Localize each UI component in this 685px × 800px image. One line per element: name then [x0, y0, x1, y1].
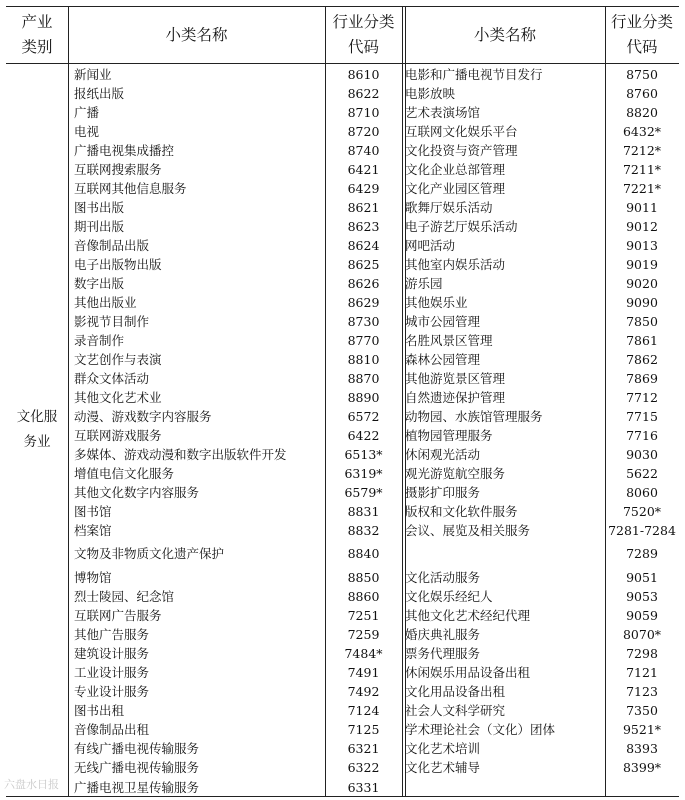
- table-row: [6, 682, 679, 701]
- subcategory-name: 录音制作: [74, 333, 125, 348]
- subcategory-name: 无线广播电视传输服务: [74, 760, 200, 775]
- subcategory-name: 多媒体、游戏动漫和数字出版软件开发: [74, 447, 287, 462]
- subcategory-name: 互联网游戏服务: [74, 428, 162, 443]
- subcategory-name: 烈士陵园、纪念馆: [74, 589, 175, 604]
- header-name-right: 小类名称: [473, 25, 536, 44]
- industry-code: 6421: [347, 162, 380, 177]
- industry-code: 7251: [347, 608, 380, 623]
- header-code-left: 行业分类 代码: [332, 13, 395, 56]
- industry-code: 8393: [626, 741, 658, 756]
- industry-code: 7350: [626, 703, 658, 718]
- subcategory-name: 观光游览航空服务: [405, 466, 506, 481]
- subcategory-name: 名胜风景区管理: [405, 333, 493, 348]
- subcategory-name: 文艺创作与表演: [74, 352, 162, 367]
- industry-code: 9012: [626, 219, 658, 234]
- table-row: [6, 65, 679, 84]
- industry-code: 8624: [347, 238, 380, 253]
- header-name-left: 小类名称: [165, 25, 228, 44]
- subcategory-name: 音像制品出租: [74, 722, 150, 737]
- table-row: [6, 644, 679, 663]
- table-row: [6, 625, 679, 644]
- subcategory-name: 电视: [74, 124, 100, 139]
- industry-code: 8831: [347, 504, 380, 519]
- subcategory-name: 其他出版业: [74, 295, 137, 310]
- industry-code: 7492: [347, 684, 380, 699]
- subcategory-name: 文化活动服务: [405, 570, 481, 585]
- industry-code: 8750: [626, 67, 658, 82]
- industry-code: 7281-7284: [608, 523, 676, 538]
- industry-code: 6331: [347, 780, 380, 795]
- table-row: [6, 568, 679, 587]
- industry-code: 6319*: [344, 466, 383, 481]
- watermark: 六盘水日报: [4, 778, 59, 791]
- industry-code: 8730: [347, 314, 380, 329]
- industry-code: 8621: [347, 200, 380, 215]
- industry-code: 8399*: [622, 760, 662, 775]
- table-row: [6, 758, 679, 777]
- subcategory-name: 图书出租: [74, 703, 125, 718]
- header-category: 产业 类别: [21, 13, 53, 56]
- subcategory-name: 增值电信文化服务: [74, 466, 175, 481]
- industry-code: 7484*: [344, 646, 383, 661]
- subcategory-name: 广播电视卫星传输服务: [74, 780, 200, 795]
- subcategory-name: 其他广告服务: [74, 627, 150, 642]
- table-row: [6, 274, 679, 293]
- industry-code: 6579*: [344, 485, 383, 500]
- table-row: [6, 369, 679, 388]
- subcategory-name: 广播电视集成播控: [74, 143, 175, 158]
- industry-code: 9521*: [622, 722, 662, 737]
- industry-code: 8070*: [622, 627, 662, 642]
- subcategory-name: 互联网其他信息服务: [74, 181, 187, 196]
- industry-code: 8832: [347, 523, 380, 538]
- table-row: [6, 445, 679, 464]
- industry-code: 9053: [626, 589, 658, 604]
- table-row: [6, 255, 679, 274]
- subcategory-name: 版权和文化软件服务: [405, 504, 518, 519]
- subcategory-name: 文化艺术辅导: [405, 760, 481, 775]
- industry-code: 6422: [347, 428, 380, 443]
- industry-code: 8060: [626, 485, 658, 500]
- industry-code: 6432*: [622, 124, 662, 139]
- industry-code: 8710: [347, 105, 380, 120]
- subcategory-name: 电影放映: [405, 86, 456, 101]
- subcategory-name: 电影和广播电视节目发行: [405, 67, 543, 82]
- table-row: [6, 777, 679, 798]
- industry-code: 8770: [347, 333, 380, 348]
- subcategory-name: 报纸出版: [74, 86, 125, 101]
- subcategory-name: 建筑设计服务: [74, 646, 150, 661]
- industry-code: 9011: [626, 200, 658, 215]
- subcategory-name: 文化产业园区管理: [405, 181, 506, 196]
- industry-code: 6321: [347, 741, 380, 756]
- industry-code: 7869: [626, 371, 658, 386]
- industry-code: 7289: [626, 546, 658, 561]
- industry-code: 9020: [626, 276, 658, 291]
- subcategory-name: 其他游览景区管理: [405, 371, 506, 386]
- industry-code: 8623: [347, 219, 380, 234]
- industry-code: 6322: [347, 760, 380, 775]
- subcategory-name: 互联网广告服务: [74, 608, 162, 623]
- subcategory-name: 博物馆: [74, 570, 112, 585]
- industry-classification-table: [6, 6, 679, 798]
- subcategory-name: 歌舞厅娱乐活动: [405, 200, 493, 215]
- industry-code: 8625: [347, 257, 380, 272]
- subcategory-name: 群众文体活动: [74, 371, 150, 386]
- table-row: [6, 179, 679, 198]
- subcategory-name: 其他娱乐业: [405, 295, 468, 310]
- subcategory-name: 动物园、水族馆管理服务: [405, 409, 543, 424]
- subcategory-name: 图书出版: [74, 200, 125, 215]
- industry-code: 8820: [626, 105, 658, 120]
- subcategory-name: 城市公园管理: [405, 314, 481, 329]
- table-row: [6, 217, 679, 236]
- subcategory-name: 档案馆: [74, 523, 112, 538]
- subcategory-name: 新闻业: [74, 67, 112, 82]
- industry-code: 8610: [347, 67, 380, 82]
- subcategory-name: 图书馆: [74, 504, 112, 519]
- subcategory-name: 音像制品出版: [74, 238, 150, 253]
- subcategory-name: 互联网文化娱乐平台: [405, 124, 518, 139]
- table-row: [6, 388, 679, 407]
- table-row: [6, 160, 679, 179]
- subcategory-name: 其他室内娱乐活动: [405, 257, 506, 272]
- table-row: [6, 293, 679, 312]
- table-row: [6, 84, 679, 103]
- subcategory-name: 社会人文科学研究: [405, 703, 506, 718]
- subcategory-name: 有线广播电视传输服务: [74, 741, 200, 756]
- table-body: [6, 65, 679, 798]
- table-row: [6, 426, 679, 445]
- industry-code: 8626: [347, 276, 380, 291]
- table-header: [6, 6, 679, 64]
- table-row: [6, 407, 679, 426]
- table-row: [6, 521, 679, 540]
- industry-code: 7125: [347, 722, 380, 737]
- subcategory-name: 文化用品设备出租: [405, 684, 506, 699]
- industry-code: 7862: [626, 352, 658, 367]
- header-code-right: 行业分类 代码: [610, 13, 673, 56]
- industry-code: 8840: [347, 546, 380, 561]
- industry-code: 8622: [347, 86, 380, 101]
- table-row: [6, 236, 679, 255]
- subcategory-name: 游乐园: [405, 276, 443, 291]
- subcategory-name: 学术理论社会（文化）团体: [405, 722, 556, 737]
- table-row: [6, 502, 679, 521]
- table-bottom-rule: [6, 796, 679, 797]
- table-row: [6, 122, 679, 141]
- subcategory-name: 婚庆典礼服务: [405, 627, 481, 642]
- subcategory-name: 文化娱乐经纪人: [405, 589, 493, 604]
- industry-code: 8629: [347, 295, 380, 310]
- subcategory-name: 数字出版: [74, 276, 125, 291]
- industry-code: 7212*: [622, 143, 662, 158]
- industry-code: 8760: [626, 86, 658, 101]
- subcategory-name: 文化投资与资产管理: [405, 143, 518, 158]
- industry-code: 7716: [626, 428, 658, 443]
- subcategory-name: 互联网搜索服务: [74, 162, 162, 177]
- industry-code: 7259: [347, 627, 380, 642]
- industry-code: 8740: [347, 143, 380, 158]
- industry-code: 8810: [347, 352, 380, 367]
- industry-code: 9030: [626, 447, 658, 462]
- subcategory-name: 电子游艺厅娱乐活动: [405, 219, 518, 234]
- table-row: [6, 312, 679, 331]
- industry-code: 6572: [347, 409, 380, 424]
- table-row: [6, 350, 679, 369]
- industry-code: 9059: [626, 608, 658, 623]
- industry-code: 7520*: [622, 504, 662, 519]
- industry-code: 7491: [347, 665, 380, 680]
- subcategory-name: 工业设计服务: [74, 665, 150, 680]
- subcategory-name: 专业设计服务: [74, 684, 150, 699]
- subcategory-name: 文化艺术培训: [405, 741, 481, 756]
- industry-code: 8720: [347, 124, 380, 139]
- table-row: [6, 483, 679, 502]
- industry-code: 9051: [626, 570, 658, 585]
- subcategory-name: 摄影扩印服务: [405, 485, 481, 500]
- industry-code: 7298: [626, 646, 658, 661]
- industry-category-cell: 文化服 务业: [16, 409, 58, 450]
- subcategory-name: 期刊出版: [74, 219, 125, 234]
- subcategory-name: 文物及非物质文化遗产保护: [74, 546, 225, 561]
- table-row: [6, 739, 679, 758]
- subcategory-name: 休闲娱乐用品设备出租: [405, 665, 531, 680]
- subcategory-name: 会议、展览及相关服务: [405, 523, 531, 538]
- industry-code: 8860: [347, 589, 380, 604]
- industry-code: 6513*: [344, 447, 383, 462]
- industry-code: 7121: [626, 665, 658, 680]
- subcategory-name: 其他文化数字内容服务: [74, 485, 200, 500]
- industry-code: 8850: [347, 570, 380, 585]
- table-row: [6, 587, 679, 606]
- table-row: [6, 540, 679, 568]
- table-row: [6, 720, 679, 739]
- industry-code: 7861: [626, 333, 658, 348]
- industry-code: 7712: [626, 390, 658, 405]
- table-row: [6, 464, 679, 483]
- industry-code: 7124: [347, 703, 380, 718]
- table-row: [6, 331, 679, 350]
- table-row: [6, 141, 679, 160]
- industry-code: 9019: [626, 257, 658, 272]
- industry-code: 9013: [626, 238, 658, 253]
- industry-code: 6429: [347, 181, 380, 196]
- table-row: [6, 663, 679, 682]
- industry-code: 5622: [626, 466, 658, 481]
- industry-code: 8890: [347, 390, 380, 405]
- subcategory-name: 网吧活动: [405, 238, 456, 253]
- industry-code: 7211*: [622, 162, 662, 177]
- table-row: [6, 103, 679, 122]
- industry-code: 7850: [626, 314, 658, 329]
- table-row: [6, 606, 679, 625]
- subcategory-name: 艺术表演场馆: [405, 105, 481, 120]
- subcategory-name: 动漫、游戏数字内容服务: [74, 409, 212, 424]
- table-row: [6, 701, 679, 720]
- industry-code: 7123: [626, 684, 658, 699]
- subcategory-name: 森林公园管理: [405, 352, 481, 367]
- industry-code: 9090: [626, 295, 658, 310]
- industry-code: 8870: [347, 371, 380, 386]
- subcategory-name: 自然遗迹保护管理: [405, 390, 506, 405]
- industry-code: 7221*: [622, 181, 662, 196]
- table-row: [6, 198, 679, 217]
- subcategory-name: 植物园管理服务: [405, 428, 493, 443]
- subcategory-name: 文化企业总部管理: [405, 162, 506, 177]
- subcategory-name: 广播: [74, 105, 100, 120]
- subcategory-name: 影视节目制作: [74, 314, 150, 329]
- subcategory-name: 休闲观光活动: [405, 447, 481, 462]
- subcategory-name: 其他文化艺术经纪代理: [405, 608, 531, 623]
- subcategory-name: 其他文化艺术业: [74, 390, 162, 405]
- industry-code: 7715: [626, 409, 658, 424]
- subcategory-name: 票务代理服务: [405, 646, 481, 661]
- subcategory-name: 电子出版物出版: [74, 257, 162, 272]
